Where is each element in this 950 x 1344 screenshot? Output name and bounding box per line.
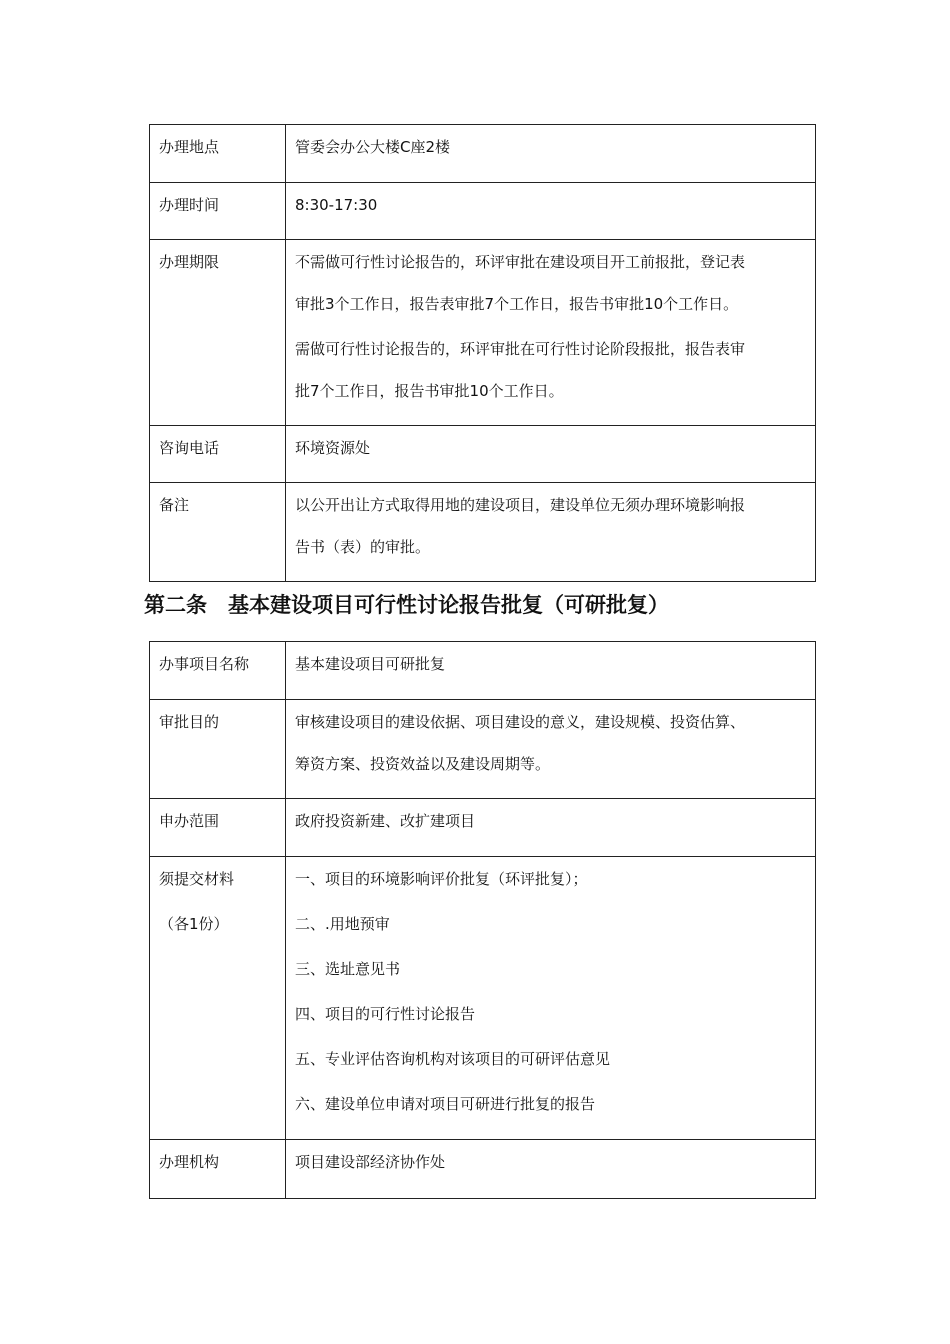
value-text: 需做可行性讨论报告的，环评审批在可行性讨论阶段报批，报告表审 (295, 340, 746, 358)
value-text: 不需做可行性讨论报告的，环评审批在建设项目开工前报批，登记表 (295, 253, 746, 271)
label-text: 审批目的 (159, 713, 220, 731)
table-row (150, 857, 816, 1140)
list-item: 五、专业评估咨询机构对该项目的可研评估意见 (295, 1050, 611, 1068)
value-text: 管委会办公大楼C座2楼 (295, 138, 451, 156)
row-label (150, 183, 286, 240)
label-text: 备注 (159, 496, 190, 514)
label-text: 办事项目名称 (159, 655, 250, 673)
row-label (150, 799, 286, 857)
row-label (150, 700, 286, 799)
row-value (286, 483, 816, 582)
table-row (150, 240, 816, 426)
table-row (150, 700, 816, 799)
value-text: 项目建设部经济协作处 (295, 1153, 446, 1171)
row-value (286, 700, 816, 799)
row-value (286, 183, 816, 240)
row-value (286, 1140, 816, 1199)
row-value (286, 240, 816, 426)
row-value (286, 642, 816, 700)
label-subtext: （各1份） (159, 915, 229, 933)
value-text: 筹资方案、投资效益以及建设周期等。 (295, 755, 551, 773)
table-row (150, 642, 816, 700)
value-text: 环境资源处 (295, 439, 371, 457)
value-text: 审核建设项目的建设依据、项目建设的意义，建设规模、投资估算、 (295, 713, 746, 731)
row-label (150, 240, 286, 426)
section-heading: 第二条 基本建设项目可行性讨论报告批复（可研批复） (144, 593, 669, 617)
row-value (286, 799, 816, 857)
list-item: 二、.用地预审 (295, 915, 390, 933)
row-label (150, 483, 286, 582)
label-text: 办理时间 (159, 196, 220, 214)
value-text: 8:30-17:30 (295, 196, 378, 214)
label-text: 办理地点 (159, 138, 220, 156)
table-row (150, 426, 816, 483)
table-row (150, 125, 816, 183)
value-text: 批7个工作日，报告书审批10个工作日。 (295, 382, 564, 400)
label-text: 办理期限 (159, 253, 220, 271)
approval-info-table-1 (149, 124, 816, 582)
label-text: 申办范围 (159, 812, 220, 830)
row-value (286, 857, 816, 1140)
table-row (150, 799, 816, 857)
list-item: 三、选址意见书 (295, 960, 401, 978)
table-row (150, 483, 816, 582)
table-row (150, 1140, 816, 1199)
approval-info-table-2 (149, 641, 816, 1199)
value-text: 以公开出让方式取得用地的建设项目，建设单位无须办理环境影响报 (295, 496, 746, 514)
row-label (150, 642, 286, 700)
list-item: 一、项目的环境影响评价批复（环评批复）； (295, 870, 588, 888)
row-value (286, 125, 816, 183)
value-text: 政府投资新建、改扩建项目 (295, 812, 476, 830)
row-label (150, 1140, 286, 1199)
row-label (150, 857, 286, 1140)
label-text: 办理机构 (159, 1153, 220, 1171)
value-text: 审批3个工作日，报告表审批7个工作日，报告书审批10个工作日。 (295, 295, 739, 313)
value-text: 基本建设项目可研批复 (295, 655, 446, 673)
table-row (150, 183, 816, 240)
row-label (150, 426, 286, 483)
row-label (150, 125, 286, 183)
list-item: 六、建设单位申请对项目可研进行批复的报告 (295, 1095, 596, 1113)
value-text: 告书（表）的审批。 (295, 538, 431, 556)
label-text: 须提交材料 (159, 870, 235, 888)
row-value (286, 426, 816, 483)
label-text: 咨询电话 (159, 439, 220, 457)
list-item: 四、项目的可行性讨论报告 (295, 1005, 476, 1023)
